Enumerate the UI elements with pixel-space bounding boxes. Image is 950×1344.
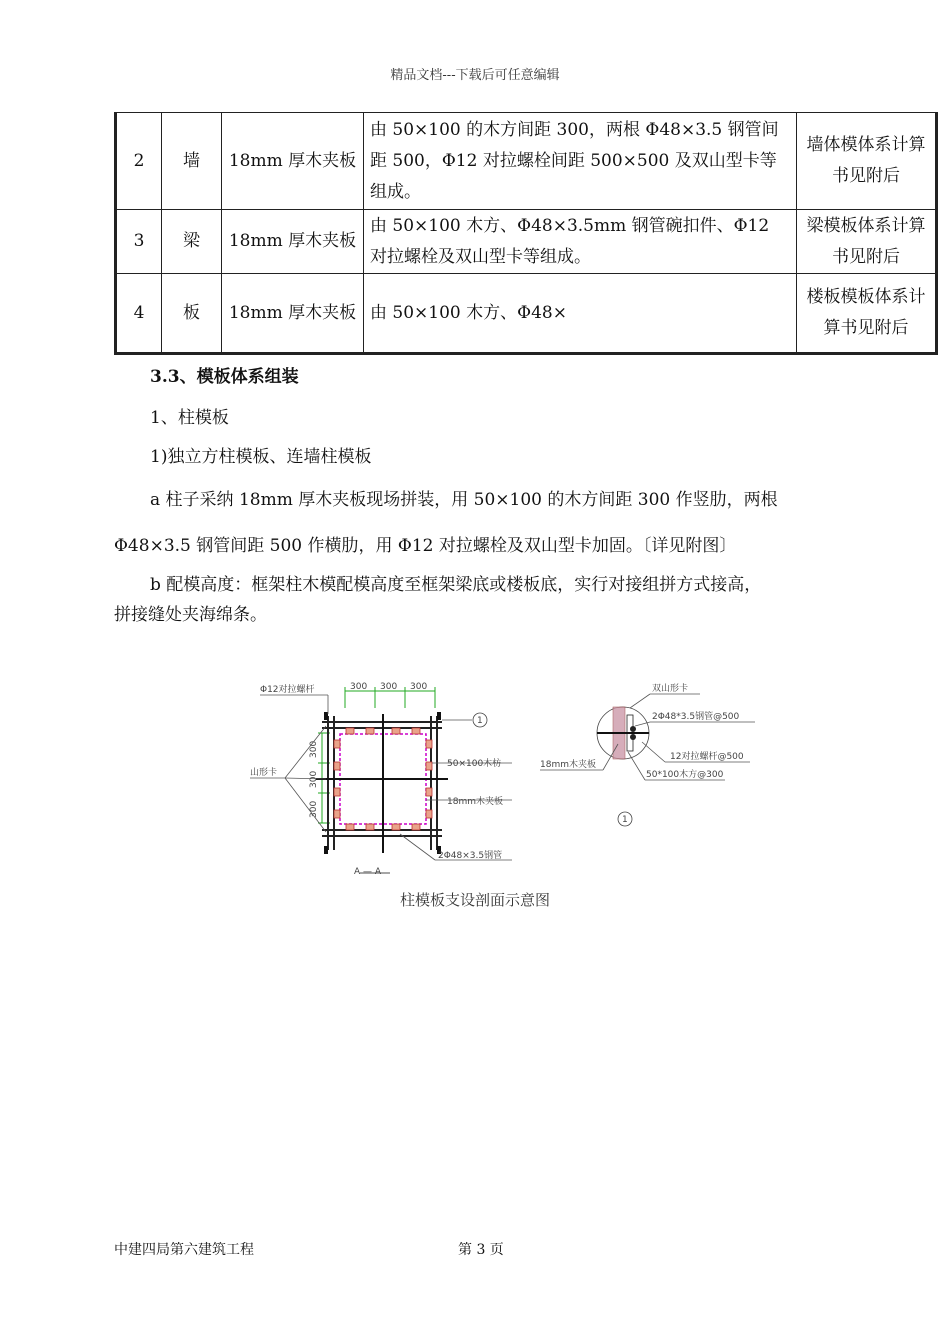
paragraph: 拼接缝处夹海绵条。	[114, 605, 267, 625]
clamp-label: 山形卡	[250, 768, 278, 778]
row-part: 板	[162, 274, 222, 354]
row-description: 由 50×100 的木方间距 300，两根 Φ48×3.5 钢管间距 500，Φ12 对拉螺栓间距 500×500 及双山型卡等组成。	[364, 113, 797, 210]
double-clamp-label: 双山形卡	[652, 684, 689, 694]
bolt-label: Φ12对拉螺杆	[260, 685, 315, 695]
paragraph: 1)独立方柱模板、连墙柱模板	[150, 447, 372, 467]
row-number: 2	[116, 113, 162, 210]
row-note: 梁模板体系计算书见附后	[797, 210, 937, 274]
paragraph: b 配模高度：框架柱木模配模高度至框架梁底或楼板底，实行对接组拼方式接高，	[150, 575, 762, 595]
figure-caption: 柱模板支设剖面示意图	[399, 891, 550, 909]
row-part: 墙	[162, 113, 222, 210]
paragraph: a 柱子采纳 18mm 厚木夹板现场拼装，用 50×100 的木方间距 300 作竖肋，两根	[150, 490, 778, 510]
pipe-spacing-label: 2Φ48*3.5钢管@500	[652, 712, 740, 722]
row-note: 楼板模板体系计算书见附后	[797, 274, 937, 354]
paragraph: Φ48×3.5 钢管间距 500 作横肋，用 Φ12 对拉螺栓及双山型卡加固。〔详见附图〕	[114, 536, 737, 556]
pipe-label: 2Φ48×3.5钢管	[438, 851, 503, 861]
footer-company: 中建四局第六建筑工程	[114, 1242, 254, 1258]
dim-label: 300	[309, 800, 319, 818]
bolt-spacing-label: 12对拉螺杆@500	[670, 752, 744, 762]
row-material: 18mm 厚木夹板	[222, 113, 364, 210]
timber-label: 50×100木枋	[447, 759, 502, 769]
dim-label: 300	[309, 770, 319, 788]
marker-label: 1	[622, 815, 628, 825]
footer-page-number: 第 3 页	[458, 1242, 504, 1258]
column-formwork-drawing	[250, 678, 770, 878]
row-material: 18mm 厚木夹板	[222, 210, 364, 274]
section-title: 3.3、模板体系组装	[150, 367, 299, 387]
page-header: 精品文档---下载后可任意编辑	[390, 68, 560, 83]
dim-label: 300	[309, 740, 319, 758]
dim-label: 300	[350, 682, 368, 692]
column-formwork-figure	[250, 678, 770, 878]
row-number: 4	[116, 274, 162, 354]
plywood-detail-label: 18mm木夹板	[540, 760, 596, 770]
table-row	[116, 210, 937, 274]
timber-spacing-label: 50*100木方@300	[646, 770, 724, 780]
table-row	[116, 113, 937, 210]
row-number: 3	[116, 210, 162, 274]
row-part: 梁	[162, 210, 222, 274]
row-description: 由 50×100 木方、Φ48×3.5mm 钢管碗扣件、Φ12 对拉螺栓及双山型卡等组成。	[364, 210, 797, 274]
dim-label: 300	[410, 682, 428, 692]
row-description: 由 50×100 木方、Φ48×	[364, 274, 797, 354]
paragraph: 1、柱模板	[150, 408, 229, 428]
plywood-label: 18mm木夹板	[447, 797, 503, 807]
row-material: 18mm 厚木夹板	[222, 274, 364, 354]
formwork-spec-table	[114, 112, 938, 355]
table-row	[116, 274, 937, 354]
row-note: 墙体模体系计算书见附后	[797, 113, 937, 210]
dim-label: 300	[380, 682, 398, 692]
section-label: A — A	[354, 867, 382, 877]
marker-label: 1	[477, 716, 483, 726]
